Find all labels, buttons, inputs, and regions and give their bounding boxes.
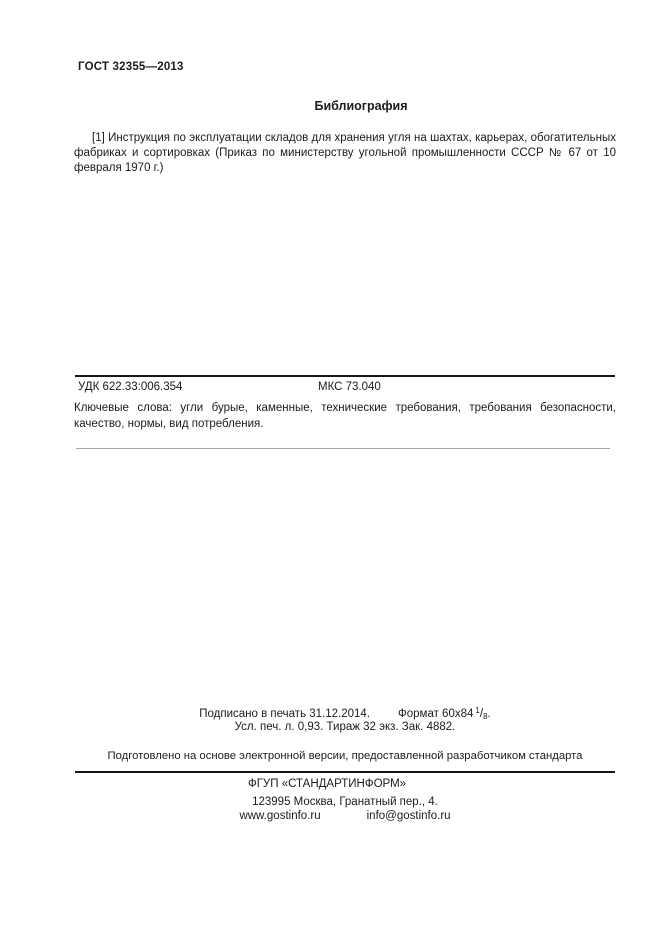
publisher-website: www.gostinfo.ru	[239, 810, 321, 822]
publisher-name: ФГУП «СТАНДАРТИНФОРМ»	[247, 778, 407, 790]
format-fraction-numerator: 1	[475, 706, 480, 715]
classification-row	[78, 381, 615, 393]
imprint-details-line: Усл. печ. л. 0,93. Тираж 32 экз. Зак. 4882.	[234, 721, 456, 733]
format-period: .	[487, 708, 491, 720]
format-text: Формат 60х84	[398, 708, 474, 720]
mks-code: МКС 73.040	[318, 381, 381, 393]
udk-code: УДК 622.33:006.354	[78, 381, 183, 393]
document-code: ГОСТ 32355—2013	[78, 61, 184, 73]
publisher-address: 123995 Москва, Гранатный пер., 4.	[252, 796, 438, 808]
signed-to-print-date: Подписано в печать 31.12.2014.	[199, 708, 371, 720]
thin-divider-rule	[76, 448, 610, 449]
bibliography-entry: [1] Инструкция по эксплуатации складов для хранения угля на шахтах, карьерах, обогатительных фабриках и сортировках (Приказ по министерству угольной промышленности СССР № 67 от 10 февраля 1970 г.)	[74, 132, 616, 174]
publisher-contacts	[75, 810, 615, 822]
prepared-note: Подготовлено на основе электронной версии, предоставленной разработчиком стандарта	[107, 750, 583, 762]
horizontal-rule-top	[75, 375, 615, 377]
format-fraction-denominator: 8	[483, 712, 488, 721]
publisher-email: info@gostinfo.ru	[366, 810, 451, 822]
section-title: Библиография	[314, 99, 408, 113]
format-fraction-slash: /	[479, 708, 484, 720]
paper-format	[398, 708, 491, 720]
imprint-print-line	[75, 706, 615, 721]
horizontal-rule-bottom	[75, 771, 615, 773]
keywords-paragraph: Ключевые слова: угли бурые, каменные, технические требования, требования безопасности, качество, нормы, вид потребления.	[74, 402, 616, 430]
